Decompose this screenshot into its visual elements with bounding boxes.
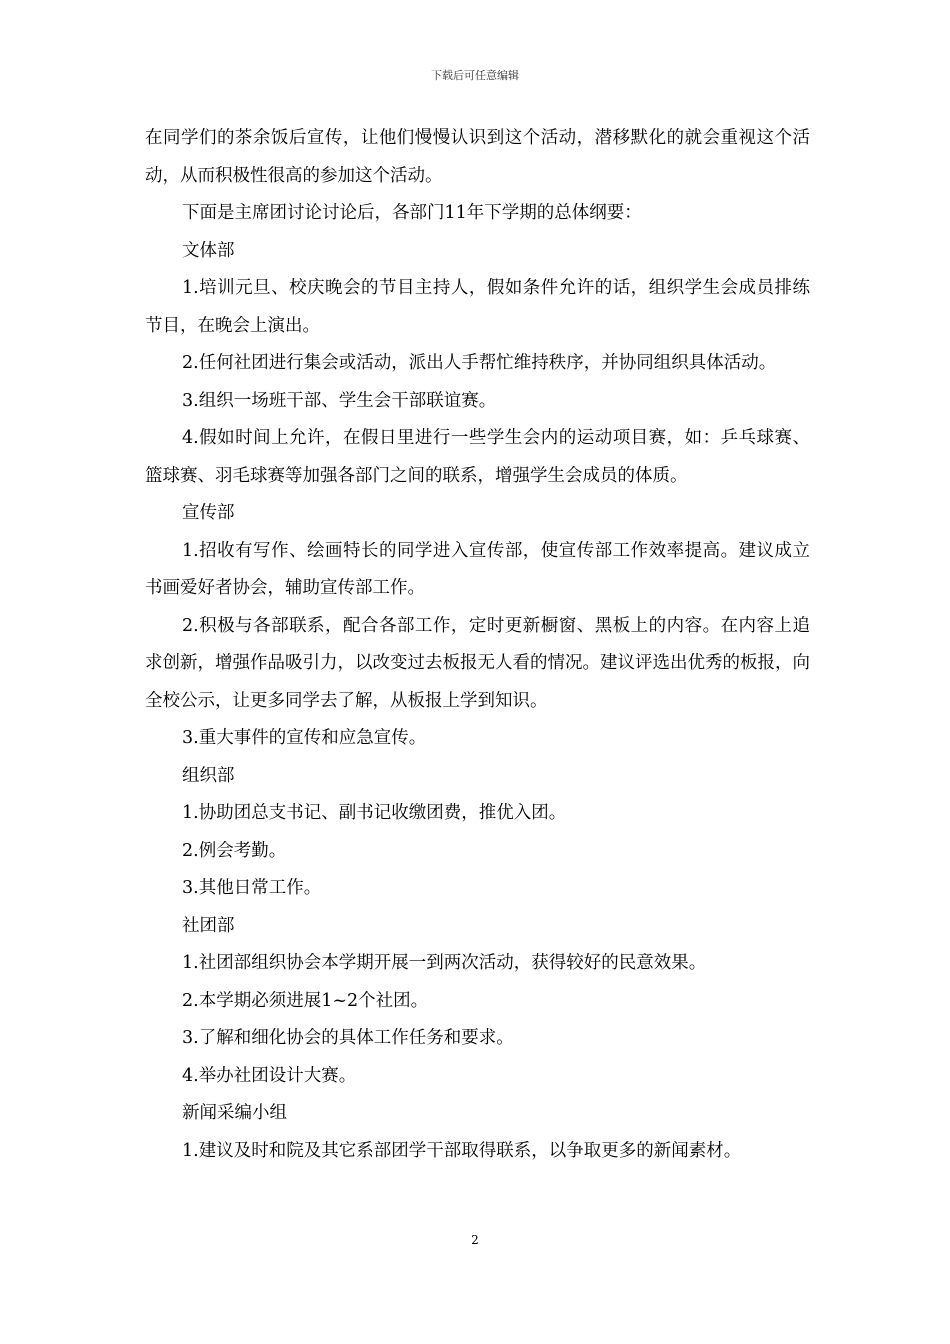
paragraph: 1.协助团总支书记、副书记收缴团费，推优入团。: [182, 803, 567, 823]
paragraph: 2.例会考勤。: [182, 840, 287, 861]
paragraph: 组织部: [182, 765, 235, 786]
paragraph: 3.了解和细化协会的具体工作任务和要求。: [182, 1028, 514, 1048]
paragraph: 3.重大事件的宣传和应急宣传。: [182, 728, 427, 748]
paragraph: 2.任何社团进行集会或活动，派出人手帮忙维持秩序，并协同组织具体活动。: [182, 353, 777, 373]
paragraph: 4.举办社团设计大赛。: [182, 1065, 357, 1086]
paragraph: 3.组织一场班干部、学生会干部联谊赛。: [182, 390, 497, 411]
paragraph: 2.积极与各部联系，配合各部工作，定时更新橱窗、黑板上的内容。在内容上追求创新，增强作品吸引力，以改变过去板报无人看的情况。建议评选出优秀的板报，向全校公示，让更多同学去了解，从板报上学到知识。: [145, 615, 810, 711]
page-header: 下载后可任意编辑: [431, 69, 519, 82]
paragraph: 1.建议及时和院及其它系部团学干部取得联系，以争取更多的新闻素材。: [182, 1140, 742, 1161]
paragraph: 2.本学期必须进展1~2个社团。: [182, 990, 429, 1011]
paragraph: 新闻采编小组: [182, 1103, 287, 1123]
paragraph: 4.假如时间上允许，在假日里进行一些学生会内的运动项目赛，如：乒乓球赛、篮球赛、羽毛球赛等加强各部门之间的联系，增强学生会成员的体质。: [145, 428, 810, 486]
paragraph: 宣传部: [182, 503, 235, 523]
paragraph: 1.招收有写作、绘画特长的同学进入宣传部，使宣传部工作效率提高。建议成立书画爱好者协会，辅助宣传部工作。: [145, 540, 810, 598]
document-body: [145, 120, 810, 1170]
paragraph: 1.社团部组织协会本学期开展一到两次活动，获得较好的民意效果。: [182, 953, 707, 973]
paragraph: 3.其他日常工作。: [182, 878, 322, 898]
paragraph: 社团部: [182, 915, 235, 936]
paragraph: 在同学们的茶余饭后宣传，让他们慢慢认识到这个活动，潜移默化的就会重视这个活动，从而积极性很高的参加这个活动。: [145, 128, 810, 186]
paragraph: 文体部: [182, 240, 235, 261]
paragraph: 1.培训元旦、校庆晚会的节目主持人，假如条件允许的话，组织学生会成员排练节目，在晚会上演出。: [145, 278, 810, 336]
paragraph: 下面是主席团讨论讨论后，各部门11年下学期的总体纲要：: [182, 203, 642, 223]
page-number: 2: [471, 1233, 479, 1247]
